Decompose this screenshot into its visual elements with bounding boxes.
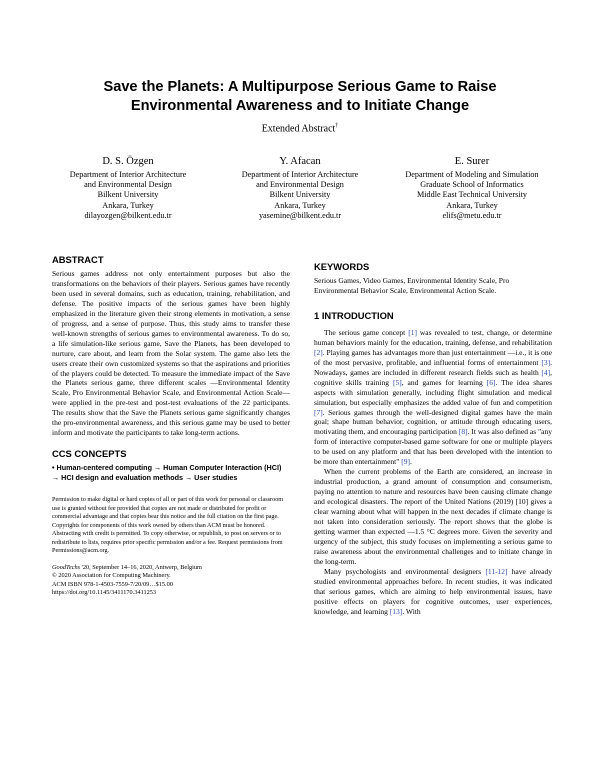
citation-link[interactable]: [6]	[486, 377, 496, 387]
keywords-text: Serious Games, Video Games, Environmental Identity Scale, Pro Environmental Behavior Scale, Environmental Action Scale.	[314, 276, 510, 295]
left-column	[52, 254, 290, 597]
abstract-heading: ABSTRACT	[52, 254, 104, 265]
citation-link[interactable]: [5]	[392, 377, 402, 387]
author-affiliation: Bilkent University	[97, 190, 159, 200]
intro-paragraph-1: The serious game concept [1] was revealed to test, change, or determine human behaviors mainly for the education, training, defense, and rehabilitation [2]. Playing games has advantages more than just entertainment —i.e., it is one of the most pervasive, profitable, and influential forms of entertainment [3]. Nowadays, games are included in different research fields such as health [4], cognitive skills training [5], and games for learning [6]. The idea shares aspects with simulation generally, including flight simulation and medical simulation, but especially emphasizes the added value of fun and competition [7]. Serious games through the well-designed digital games have the main goal; shape human behavior, cognition, or attitude through educating users, motivating them, and encouraging participation [8]. It was also defined as "any form of interactive computer-based game software for one or multiple players to be used on any platform and that has been developed with the intention to be more than entertainment" [9].	[314, 327, 552, 467]
right-column	[314, 261, 552, 617]
author-email[interactable]: dilayozgen@bilkent.edu.tr	[84, 210, 172, 220]
author-affiliation: Middle East Technical University	[416, 190, 527, 200]
author-location: Ankara, Turkey	[446, 200, 498, 210]
isbn-line: ACM ISBN 978-1-4503-7559-7/20/09…$15.00	[52, 580, 173, 588]
venue-details: '20, September 14–16, 2020, Antwerp, Belgium	[80, 564, 202, 572]
author-affiliation: and Environmental Design	[256, 180, 344, 190]
citation-link[interactable]: [13]	[389, 606, 403, 616]
citation-link[interactable]: [7]	[314, 407, 323, 417]
intro-paragraph-3: Many psychologists and environmental designers [11-12] have already studied environmental approaches before. In recent studies, it was indicated that serious games, which are aiming to help environmental issues, have positive effects on players for cognitive outcomes, user experiences, knowledge, and learning [13]. With	[314, 566, 552, 616]
author-name: D. S. Özgen	[102, 156, 154, 167]
author-affiliation: Department of Modeling and Simulation	[405, 170, 539, 179]
author-name: E. Surer	[454, 156, 490, 167]
author-name: Y. Afacan	[279, 156, 321, 167]
citation-link[interactable]: [1]	[408, 327, 417, 337]
author-affiliation: Graduate School of Informatics	[420, 180, 524, 190]
author-affiliation: and Environmental Design	[84, 180, 172, 190]
citation-link[interactable]: [9]	[401, 457, 410, 467]
keywords-heading: KEYWORDS	[314, 261, 370, 272]
venue-line	[52, 564, 290, 572]
doi-link[interactable]: https://doi.org/10.1145/3411170.3411253	[52, 588, 157, 596]
citation-link[interactable]: [8]	[458, 427, 468, 437]
abstract-text: Serious games address not only entertainment purposes but also the transformations on the behaviors of their players. Serious games have recently been used in several domains, such as education, training, rehabilitation, and defense. The positive impacts of the serious games have been highly emphasized in the literature given their strong elements in motivation, a sense of progress, and a sense of purpose. Thus, this study aims to transfer these well-known strengths of serious games to environmental awareness. To do so, a life simulation-like serious game, Save the Planets, has been developed to nurture, care about, and learn from the Solar system. The game also lets the users create their own customized systems so that the aspirations and priorities of the players could be detected. To measure the immediate impact of the Save the Planets serious game, three different scales —Environmental Identity Scale, Pro Environmental Behavior Scale, and Environmental Action Scale— were applied in the pre-test and post-test evaluations of the 22 participants. The results show that the Save the Planets serious game significantly changes the pro-environmental awareness, and this serious game may be used to better inform and motivate the participants to take long-term actions.	[52, 269, 290, 438]
author-location: Ankara, Turkey	[102, 200, 154, 210]
copyright-line: © 2020 Association for Computing Machinery.	[52, 572, 171, 580]
introduction-heading: 1 INTRODUCTION	[314, 309, 394, 321]
publication-footer	[52, 564, 290, 597]
subtitle-footnote-mark: †	[335, 123, 339, 129]
author-block-2	[212, 155, 388, 221]
author-email[interactable]: elifs@metu.edu.tr	[442, 210, 502, 220]
ccs-concepts: • Human-centered computing → Human Computer Interaction (HCI) → HCI design and evaluation methods → User studies	[52, 463, 282, 483]
author-block-1	[40, 155, 216, 221]
venue-name: GoodTechs	[52, 564, 81, 572]
title-line-2: Environmental Awareness and to Initiate Change	[130, 98, 470, 114]
citation-link[interactable]: [11-12]	[485, 566, 508, 576]
paper-subtitle	[40, 120, 560, 135]
author-block-3	[384, 155, 560, 221]
author-email[interactable]: yasemine@bilkent.edu.tr	[258, 210, 342, 220]
permission-notice: Permission to make digital or hard copies of all or part of this work for personal or classroom use is granted without fee provided that copies are not made or distributed for profit or commercial advantage and that copies bear this notice and the full citation on the first page. Copyrights for components of this work owned by others than ACM must be honored. Abstracting with credit is permitted. To copy otherwise, or republish, to post on servers or to redistribute to lists, requires prior specific permission and/or a fee. Request permissions from Permissions@acm.org.	[52, 496, 284, 555]
author-location: Ankara, Turkey	[274, 200, 326, 210]
author-affiliation: Department of Interior Architecture	[69, 170, 187, 179]
author-affiliation: Department of Interior Architecture	[241, 170, 359, 179]
citation-link[interactable]: [2]	[314, 347, 323, 357]
subtitle-text: Extended Abstract	[261, 123, 336, 135]
author-affiliation: Bilkent University	[269, 190, 331, 200]
citation-link[interactable]: [4]	[541, 367, 551, 377]
citation-link[interactable]: [3]	[541, 357, 551, 367]
paper-title	[40, 78, 560, 116]
intro-paragraph-2: When the current problems of the Earth are considered, an increase in industrial production, a grand amount of consumption and consumerism, paying no attention to nature and resources have been causing climate change and ecological disasters. The report of the United Nations (2019) [10] gives a clear warning about what will happen in the next decades if climate change is not taken into consideration seriously. The report shows that the globe is getting warmer than expected —1.5 °C degrees more. Given the severity and urgency of the subject, this study focuses on implementing a serious game to raise awareness about the environmental challenges and to initiate change in the long-term.	[314, 467, 552, 566]
title-line-1: Save the Planets: A Multipurpose Serious Game to Raise	[103, 79, 497, 95]
ccs-heading: CCS CONCEPTS	[52, 448, 127, 460]
